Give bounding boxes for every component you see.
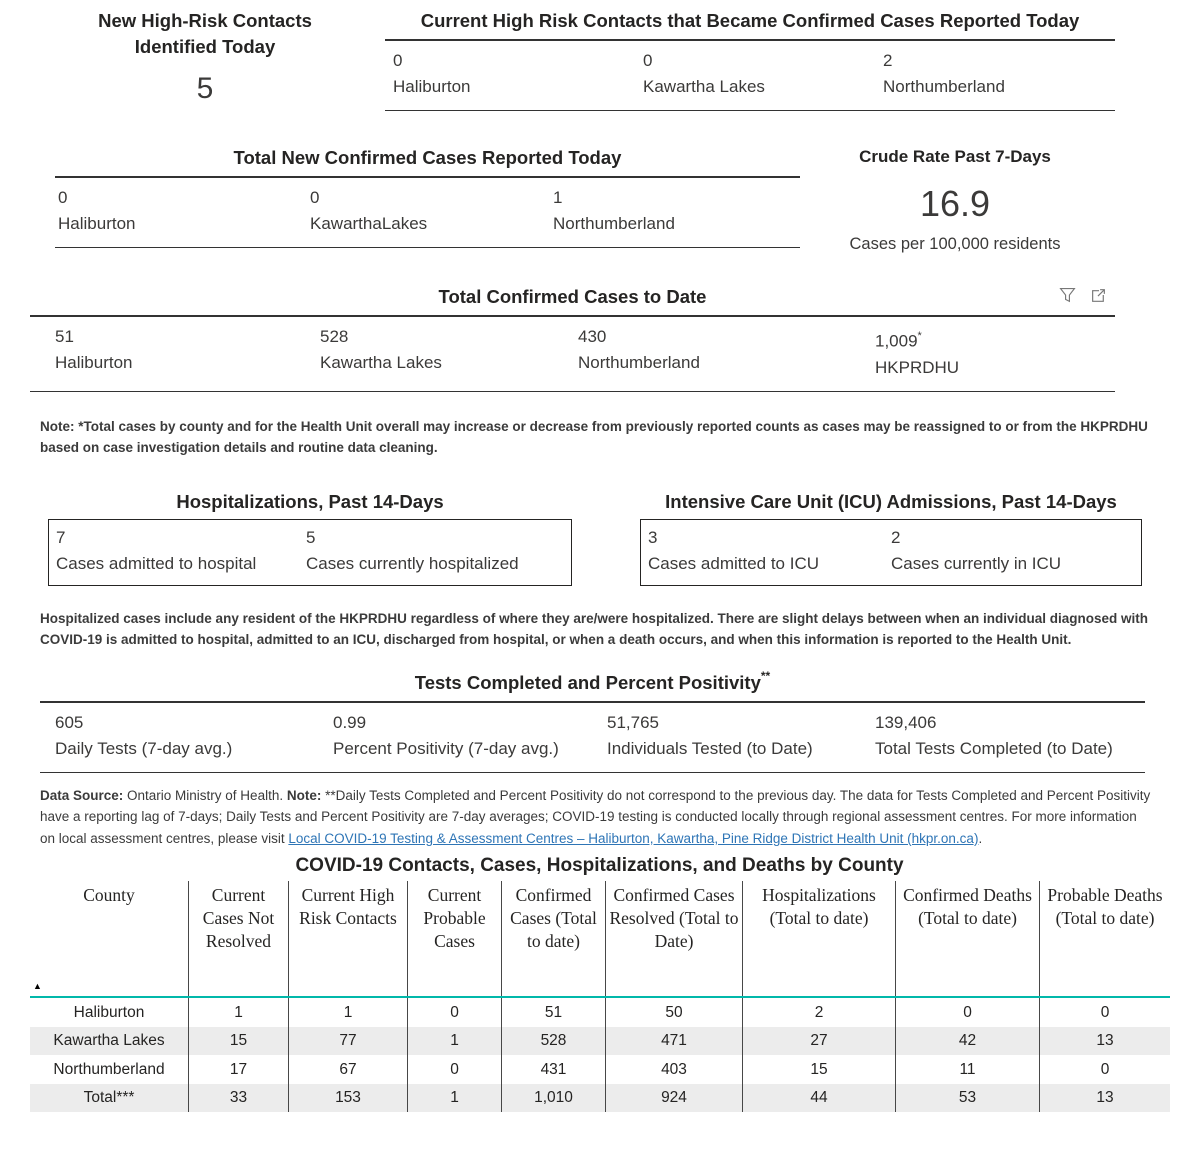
kpi-label: Cases admitted to ICU [648, 553, 820, 573]
cell-value: 431 [501, 1055, 605, 1084]
cell-value: 0 [1039, 998, 1170, 1027]
footnote-asterisk: * [917, 330, 922, 342]
cell-value: 1 [288, 998, 407, 1027]
kpi-item [607, 710, 875, 762]
kpi-label: Total Tests Completed (to Date) [875, 738, 1113, 758]
cell-value: 51 [501, 998, 605, 1027]
kpi-item [648, 525, 891, 577]
kpi-value: 139,406 [875, 712, 937, 732]
cell-value: 1 [407, 1027, 501, 1056]
kpi-value: 16.9 [919, 183, 991, 224]
cell-county: Northumberland [53, 1060, 165, 1078]
kpi-label: Northumberland [578, 353, 700, 372]
column-header-probable-deaths[interactable]: Probable Deaths (Total to date) [1039, 881, 1170, 996]
cell-value: 11 [895, 1055, 1039, 1084]
card-icu-admissions [640, 489, 1142, 586]
kpi-value: 528 [320, 327, 349, 346]
table-row-northumberland [30, 1055, 1170, 1084]
column-header-confirmed-cases-resolved[interactable]: Confirmed Cases Resolved (Total to Date) [605, 881, 742, 996]
card-title: Total New Confirmed Cases Reported Today [55, 145, 800, 178]
table-title: COVID-19 Contacts, Cases, Hospitalizations, and Deaths by County [295, 855, 904, 877]
cell-county: Total*** [83, 1089, 135, 1107]
kpi-item [891, 525, 1141, 577]
column-header-current-probable-cases[interactable]: Current Probable Cases [407, 881, 501, 996]
cell-value: 0 [1039, 1055, 1170, 1084]
kpi-item [55, 324, 320, 381]
kpi-item [875, 710, 1145, 762]
kpi-value: 430 [578, 327, 607, 346]
kpi-label: Cases currently hospitalized [306, 553, 519, 573]
kpi-item [310, 185, 553, 237]
focus-mode-icon[interactable] [1090, 287, 1107, 304]
card-title: Intensive Care Unit (ICU) Admissions, Past 14-Days [665, 490, 1117, 512]
card-new-high-risk-contacts [40, 4, 370, 106]
kpi-caption: Cases per 100,000 residents [849, 235, 1061, 253]
card-hospitalizations [48, 489, 572, 586]
kpi-label: KawarthaLakes [310, 214, 428, 233]
cell-value: 50 [605, 998, 742, 1027]
table-body [30, 998, 1170, 1112]
kpi-value: 0 [393, 51, 403, 70]
kpi-item [333, 710, 607, 762]
card-title: Current High Risk Contacts that Became Confirmed Cases Reported Today [385, 8, 1115, 41]
card-crude-rate [830, 145, 1080, 254]
card-title: New High-Risk Contacts Identified Today [98, 10, 312, 57]
kpi-value: 0.99 [333, 712, 367, 732]
kpi-label: Individuals Tested (to Date) [607, 738, 813, 758]
table-row-total [30, 1084, 1170, 1113]
filter-icon[interactable] [1059, 287, 1076, 304]
kpi-value: 51,765 [607, 712, 659, 732]
kpi-item [320, 324, 578, 381]
footnote-double-asterisk: ** [760, 668, 771, 683]
kpi-label: Haliburton [58, 214, 136, 233]
cell-value: 403 [605, 1055, 742, 1084]
cell-value: 42 [895, 1027, 1039, 1056]
kpi-value: 51 [55, 327, 74, 346]
table-row-haliburton [30, 998, 1170, 1027]
cell-value: 1 [407, 1084, 501, 1113]
card-title: Crude Rate Past 7-Days [859, 147, 1051, 166]
kpi-item [306, 525, 571, 577]
cell-value: 924 [605, 1084, 742, 1113]
cell-county: Kawartha Lakes [53, 1032, 165, 1050]
kpi-item [55, 710, 333, 762]
column-header-confirmed-cases-total[interactable]: Confirmed Cases (Total to date) [501, 881, 605, 996]
cell-value: 2 [742, 998, 895, 1027]
kpi-item [58, 185, 310, 237]
kpi-label: HKPRDHU [875, 357, 960, 377]
cell-value: 27 [742, 1027, 895, 1056]
kpi-item [875, 324, 1115, 381]
cell-value: 13 [1039, 1084, 1170, 1113]
cell-value: 471 [605, 1027, 742, 1056]
column-header-confirmed-deaths[interactable]: Confirmed Deaths (Total to date) [895, 881, 1039, 996]
column-header-county[interactable]: County [83, 885, 135, 906]
cell-value: 0 [407, 998, 501, 1027]
column-header-current-high-risk-contacts[interactable]: Current High Risk Contacts [288, 881, 407, 996]
hospitalized-cases-note: Hospitalized cases include any resident of the HKPRDHU regardless of where they are/were hospitalized. There are slight delays between when an individual diagnosed with COVID-19 is admitted to hospital, admitted to an ICU, discharged from hospital, or when a death occurs, and when this information is reported to the Health Unit. [40, 610, 1149, 648]
total-cases-note: Note: *Total cases by county and for the Health Unit overall may increase or decrease from previously reported counts as cases may be reassigned to or from the HKPRDHU based on case investigation details and routine data cleaning. [40, 418, 1148, 456]
kpi-label: Haliburton [393, 77, 471, 96]
card-total-confirmed-to-date [30, 284, 1115, 392]
table-row-kawartha-lakes [30, 1027, 1170, 1056]
kpi-value: 7 [56, 527, 66, 547]
kpi-label: Kawartha Lakes [643, 77, 765, 96]
kpi-label: Kawartha Lakes [320, 353, 442, 372]
kpi-value: 5 [196, 72, 214, 105]
cell-value: 77 [288, 1027, 407, 1056]
column-header-hospitalizations-total[interactable]: Hospitalizations (Total to date) [742, 881, 895, 996]
cell-value: 0 [895, 998, 1039, 1027]
testing-centres-link[interactable]: Local COVID-19 Testing & Assessment Centres – Haliburton, Kawartha, Pine Ridge District Health Unit (hkpr.on.ca) [288, 830, 979, 846]
kpi-label: Percent Positivity (7-day avg.) [333, 738, 559, 758]
cell-value: 153 [288, 1084, 407, 1113]
kpi-label: Haliburton [55, 353, 133, 372]
kpi-item [643, 48, 883, 100]
kpi-value: 0 [643, 51, 653, 70]
kpi-item [56, 525, 306, 577]
note-label: Note: [286, 787, 322, 803]
kpi-value: 5 [306, 527, 316, 547]
kpi-label: Northumberland [553, 214, 675, 233]
card-title: Total Confirmed Cases to Date [30, 284, 1115, 317]
card-title: Tests Completed and Percent Positivity** [40, 665, 1145, 703]
cell-value: 53 [895, 1084, 1039, 1113]
kpi-item [393, 48, 643, 100]
kpi-label: Cases currently in ICU [891, 553, 1062, 573]
cell-value: 17 [188, 1055, 288, 1084]
cell-value: 33 [188, 1084, 288, 1113]
table-header-row [30, 881, 1170, 998]
kpi-label: Daily Tests (7-day avg.) [55, 738, 233, 758]
cell-value: 15 [188, 1027, 288, 1056]
card-became-confirmed-cases [385, 4, 1115, 111]
kpi-label: Cases admitted to hospital [56, 553, 257, 573]
kpi-item [883, 48, 1115, 100]
data-source-note: Data Source: Ontario Ministry of Health. Note: **Daily Tests Completed and Percent Positivity do not correspond to the previous day. The data for Tests Completed and Percent Positivity have a reporting lag of 7-days; Daily Tests and Percent Positivity are 7-day averages; COVID-19 testing is conducted locally through regional assessment centres. For more information on local assessment centres, please visit Local COVID-19 Testing & Assessment Centres – Haliburton, Kawartha, Pine Ridge District Health Unit (hkpr.on.ca). [40, 787, 1151, 846]
card-total-new-confirmed [55, 145, 800, 248]
cell-value: 1 [188, 998, 288, 1027]
kpi-label: Northumberland [883, 77, 1005, 96]
kpi-item [578, 324, 875, 381]
card-tests-positivity [40, 665, 1145, 773]
cell-value: 44 [742, 1084, 895, 1113]
kpi-value: 1 [553, 188, 563, 207]
sort-ascending-icon[interactable]: ▲ [33, 981, 42, 992]
data-source-label: Data Source: [40, 787, 124, 803]
cell-value: 15 [742, 1055, 895, 1084]
kpi-value: 605 [55, 712, 84, 732]
kpi-item [553, 185, 800, 237]
cell-value: 1,010 [501, 1084, 605, 1113]
card-title: Hospitalizations, Past 14-Days [176, 490, 444, 512]
cell-county: Haliburton [73, 1003, 145, 1021]
cell-value: 0 [407, 1055, 501, 1084]
kpi-value: 1,009* [875, 330, 922, 351]
county-table [30, 881, 1170, 1112]
cell-value: 528 [501, 1027, 605, 1056]
kpi-value: 2 [883, 51, 893, 70]
cell-value: 67 [288, 1055, 407, 1084]
kpi-value: 0 [310, 188, 320, 207]
kpi-value: 2 [891, 527, 901, 547]
kpi-value: 3 [648, 527, 658, 547]
kpi-value: 0 [58, 188, 68, 207]
column-header-current-cases-not-resolved[interactable]: Current Cases Not Resolved [188, 881, 288, 996]
cell-value: 13 [1039, 1027, 1170, 1056]
